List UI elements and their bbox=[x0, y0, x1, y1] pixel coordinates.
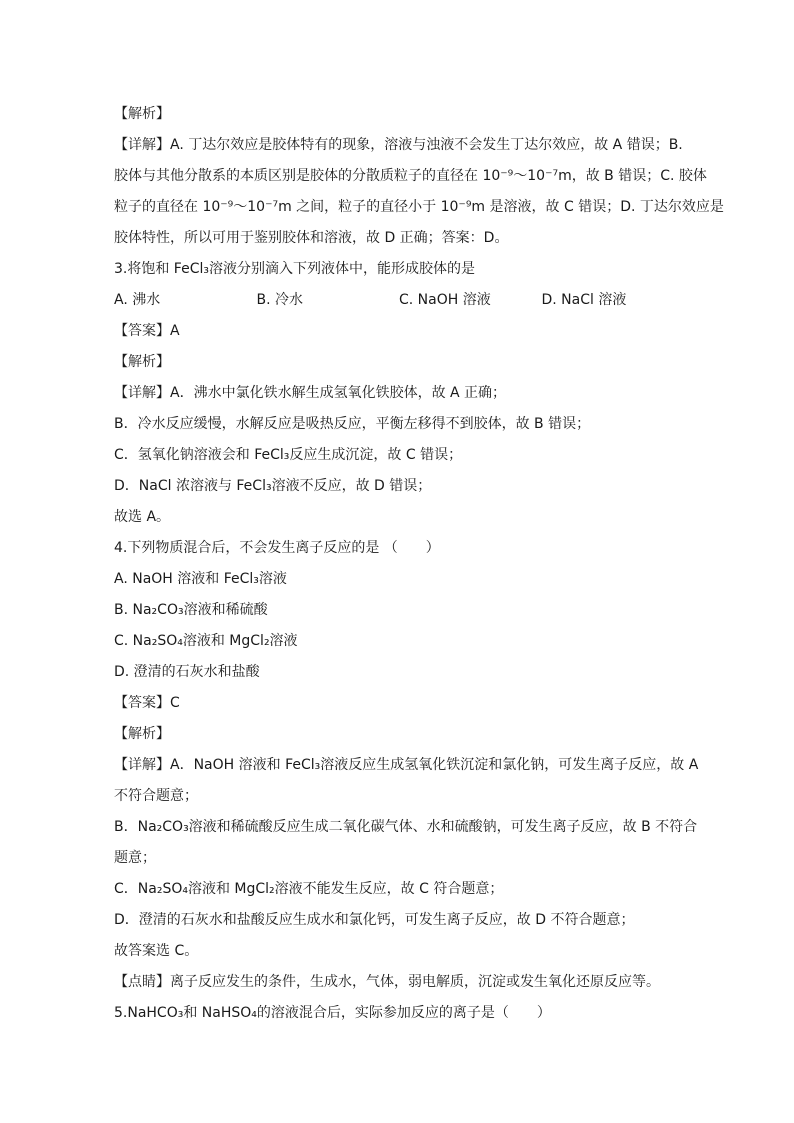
q5-stem: 5.NaHCO₃和 NaHSO₄的溶液混合后，实际参加反应的离子是（ ） bbox=[114, 1005, 551, 1021]
q4-explanation-line: 【详解】A．NaOH 溶液和 FeCl₃溶液反应生成氢氧化铁沉淀和氯化钠，可发生离子反应，故 A bbox=[114, 757, 699, 773]
q3-explanation-line: D．NaCl 浓溶液与 FeCl₃溶液不反应，故 D 错误； bbox=[114, 478, 432, 494]
q3-explanation-line: C．氢氧化钠溶液会和 FeCl₃反应生成沉淀，故 C 错误； bbox=[114, 447, 463, 463]
q4-explanation-line: 故答案选 C。 bbox=[114, 943, 199, 959]
q3-options bbox=[114, 285, 684, 316]
q4-option-c: C. Na₂SO₄溶液和 MgCl₂溶液 bbox=[114, 633, 298, 649]
q3-option-d: D. NaCl 溶液 bbox=[541, 292, 627, 308]
q4-explanation-line: D．澄清的石灰水和盐酸反应生成水和氯化钙，可发生离子反应，故 D 不符合题意； bbox=[114, 912, 635, 928]
q3-explanation-line: 故选 A。 bbox=[114, 509, 171, 525]
q4-stem: 4.下列物质混合后，不会发生离子反应的是 （ ） bbox=[114, 540, 440, 556]
q4-answer: 【答案】C bbox=[114, 695, 180, 711]
q3-answer: 【答案】A bbox=[114, 323, 180, 339]
q3-option-b: B. 冷水 bbox=[256, 292, 304, 308]
q4-key-point: 【点睛】离子反应发生的条件，生成水，气体，弱电解质，沉淀或发生氧化还原反应等。 bbox=[114, 974, 660, 990]
q3-option-c: C. NaOH 溶液 bbox=[399, 292, 491, 308]
q2-explanation-line: 粒子的直径在 10⁻⁹～10⁻⁷m 之间，粒子的直径小于 10⁻⁹m 是溶液，故 C 错误；D. 丁达尔效应是 bbox=[114, 199, 724, 215]
q4-option-d: D. 澄清的石灰水和盐酸 bbox=[114, 664, 260, 680]
q4-explanation-line: C．Na₂SO₄溶液和 MgCl₂溶液不能发生反应，故 C 符合题意； bbox=[114, 881, 504, 897]
q4-explanation-line: 题意； bbox=[114, 850, 156, 866]
document-page bbox=[114, 99, 724, 1029]
q2-explanation-line: 【详解】A. 丁达尔效应是胶体特有的现象，溶液与浊液不会发生丁达尔效应，故 A 错误；B. bbox=[114, 137, 683, 153]
q2-explanation-line: 胶体特性，所以可用于鉴别胶体和溶液，故 D 正确；答案：D。 bbox=[114, 230, 509, 246]
q4-option-b: B. Na₂CO₃溶液和稀硫酸 bbox=[114, 602, 268, 618]
q2-analysis-heading: 【解析】 bbox=[114, 106, 170, 122]
q3-explanation-line: 【详解】A．沸水中氯化铁水解生成氢氧化铁胶体，故 A 正确； bbox=[114, 385, 507, 401]
q3-analysis-heading: 【解析】 bbox=[114, 354, 170, 370]
q4-option-a: A. NaOH 溶液和 FeCl₃溶液 bbox=[114, 571, 287, 587]
q3-explanation-line: B．冷水反应缓慢，水解反应是吸热反应，平衡左移得不到胶体，故 B 错误； bbox=[114, 416, 591, 432]
q4-explanation-line: 不符合题意； bbox=[114, 788, 198, 804]
q4-explanation-line: B．Na₂CO₃溶液和稀硫酸反应生成二氧化碳气体、水和硫酸钠，可发生离子反应，故 B 不符合 bbox=[114, 819, 698, 835]
q3-stem: 3.将饱和 FeCl₃溶液分别滴入下列液体中，能形成胶体的是 bbox=[114, 261, 475, 277]
q2-explanation-line: 胶体与其他分散系的本质区别是胶体的分散质粒子的直径在 10⁻⁹～10⁻⁷m，故 B 错误；C. 胶体 bbox=[114, 168, 707, 184]
q4-analysis-heading: 【解析】 bbox=[114, 726, 170, 742]
q3-option-a: A. 沸水 bbox=[114, 292, 161, 308]
